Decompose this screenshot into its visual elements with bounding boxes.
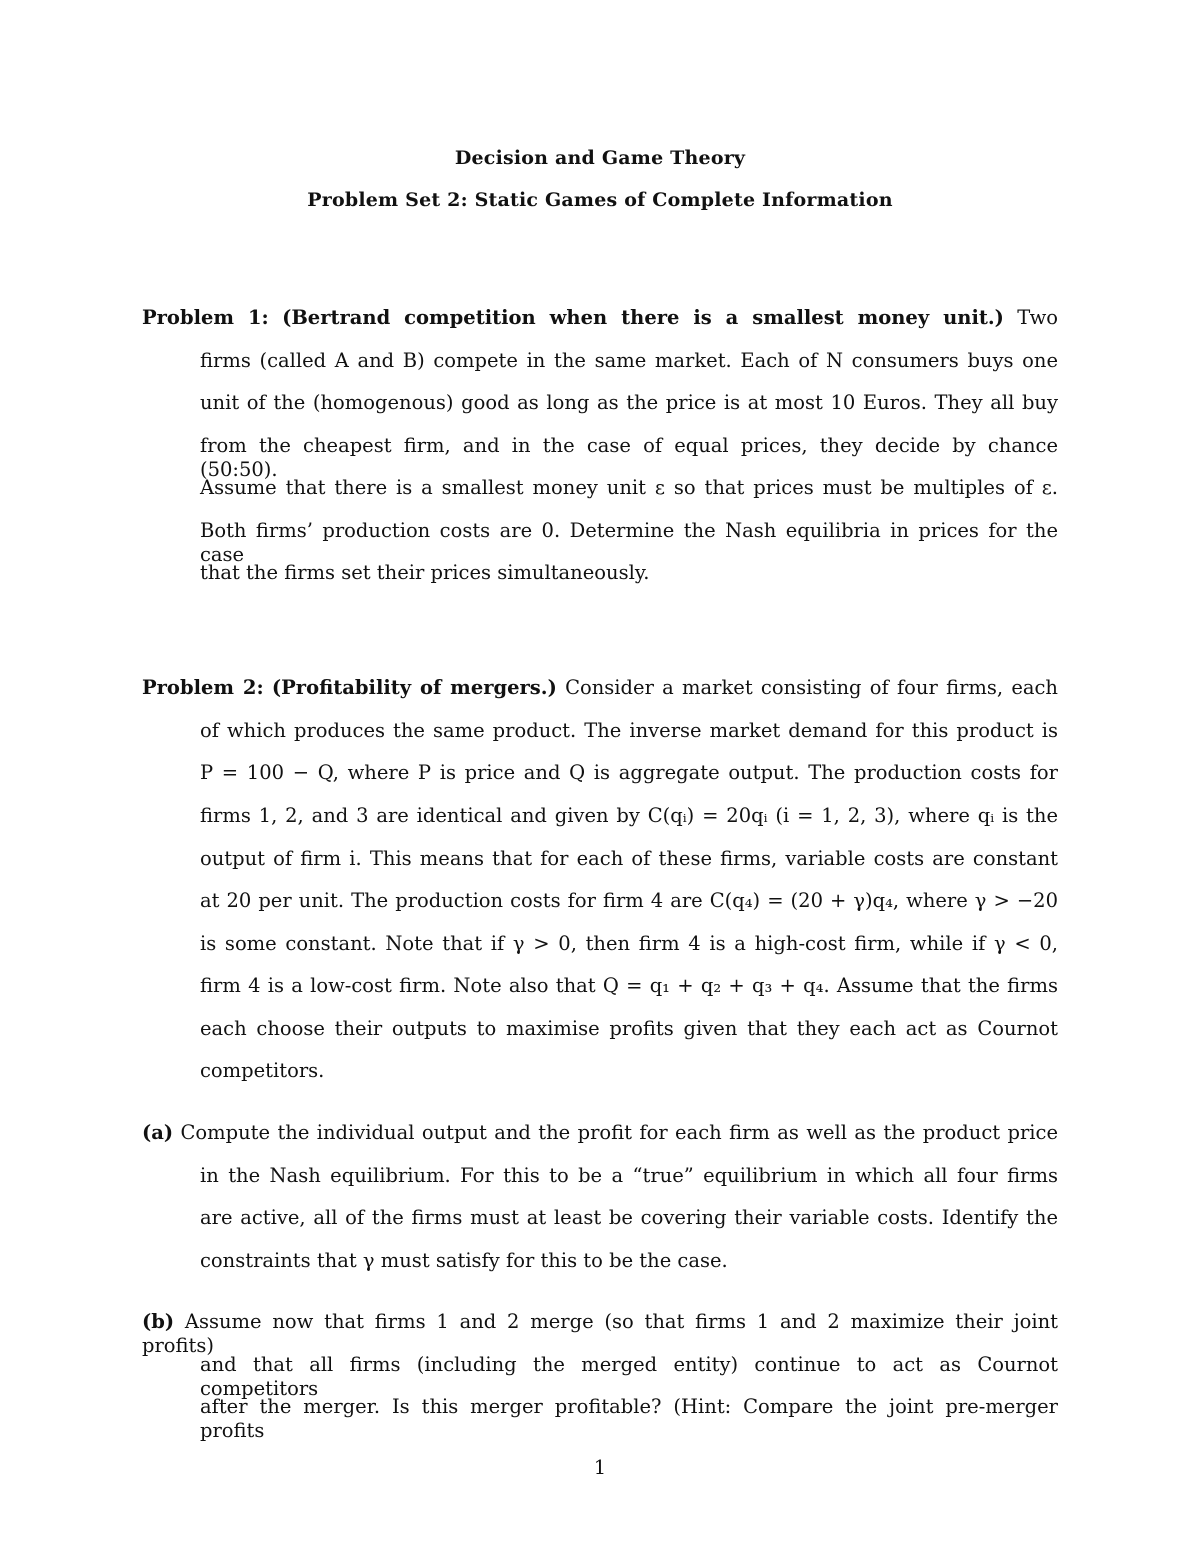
document-subtitle: Problem Set 2: Static Games of Complete Information [307, 189, 893, 211]
problem-2-line: firms 1, 2, and 3 are identical and given by C(qᵢ) = 20qᵢ (i = 1, 2, 3), where qᵢ is the [200, 804, 1058, 827]
problem-2-line: firm 4 is a low-cost firm. Note also that Q = q₁ + q₂ + q₃ + q₄. Assume that the firms [200, 974, 1058, 997]
part-a-line: are active, all of the firms must at least be covering their variable costs. Identify the [200, 1206, 1058, 1229]
problem-1-line: that the firms set their prices simultaneously. [200, 561, 650, 584]
problem-2-line: is some constant. Note that if γ > 0, then firm 4 is a high-cost firm, while if γ < 0, [200, 932, 1058, 955]
problem-2-line: each choose their outputs to maximise profits given that they each act as Cournot [200, 1017, 1058, 1040]
problem-1-line: Assume that there is a smallest money unit ε so that prices must be multiples of ε. [200, 476, 1058, 499]
problem-1-line: unit of the (homogenous) good as long as the price is at most 10 Euros. They all buy [200, 391, 1058, 414]
problem-2-line: output of firm i. This means that for each of these firms, variable costs are constant [200, 847, 1058, 870]
problem-1-text-start: Two [1017, 306, 1059, 329]
problem-1-line: from the cheapest firm, and in the case of equal prices, they decide by chance (50:50). [200, 434, 1058, 481]
problem-1-topic: (Bertrand competition when there is a smallest money unit.) [282, 306, 1004, 329]
part-b-label: (b) [142, 1310, 175, 1333]
problem-2-line: P = 100 − Q, where P is price and Q is aggregate output. The production costs for [200, 761, 1058, 784]
document-title: Decision and Game Theory [454, 147, 746, 169]
part-b-text-start: Assume now that firms 1 and 2 merge (so that firms 1 and 2 maximize their joint profits) [142, 1310, 1058, 1357]
problem-2-line: of which produces the same product. The inverse market demand for this product is [200, 719, 1058, 742]
part-a-line: constraints that γ must satisfy for this to be the case. [200, 1249, 728, 1272]
part-a-text-start: Compute the individual output and the profit for each firm as well as the product price [180, 1121, 1058, 1144]
part-a-line: in the Nash equilibrium. For this to be a “true” equilibrium in which all four firms [200, 1164, 1058, 1187]
problem-2-line: competitors. [200, 1059, 325, 1082]
problem-2-line: at 20 per unit. The production costs for firm 4 are C(q₄) = (20 + γ)q₄, where γ > −20 [200, 889, 1058, 912]
problem-1-label: Problem 1: [142, 306, 269, 329]
part-b-first-line [142, 1310, 1058, 1358]
part-b-line: after the merger. Is this merger profitable? (Hint: Compare the joint pre-merger profits [200, 1395, 1058, 1442]
part-a-label: (a) [142, 1121, 174, 1144]
problem-2-label: Problem 2: [142, 676, 264, 699]
problem-1-line: firms (called A and B) compete in the same market. Each of N consumers buys one [200, 349, 1058, 372]
problem-2-topic: (Profitability of mergers.) [271, 676, 557, 699]
problem-1-heading-line [142, 306, 1058, 330]
part-a-first-line [142, 1121, 1058, 1145]
page-number: 1 [593, 1456, 607, 1479]
problem-2-text-start: Consider a market consisting of four firms, each [565, 676, 1058, 699]
problem-1-line: Both firms’ production costs are 0. Determine the Nash equilibria in prices for the case [200, 519, 1058, 566]
part-b-line: and that all firms (including the merged entity) continue to act as Cournot competitors [200, 1353, 1058, 1400]
problem-2-heading-line [142, 676, 1058, 700]
